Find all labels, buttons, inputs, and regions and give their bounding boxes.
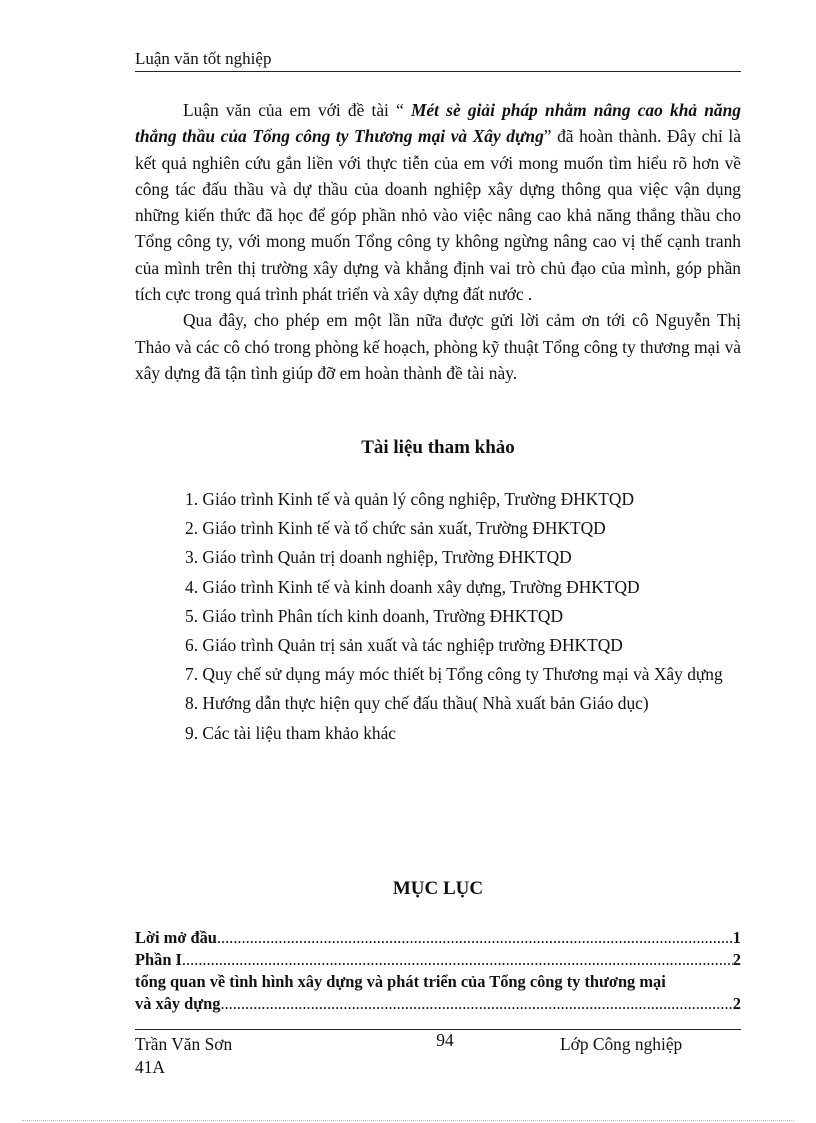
reference-item: 2. Giáo trình Kinh tế và tổ chức sản xuất, Trường ĐHKTQD bbox=[185, 518, 606, 539]
thesis-title: Mét sè giải pháp nhằm nâng cao khả năng thắng thầu của Tổng công ty Thương mại và Xây dựng bbox=[135, 100, 741, 147]
reference-item: 3. Giáo trình Quản trị doanh nghiệp, Trường ĐHKTQD bbox=[185, 547, 572, 568]
toc-entry-page: 1 bbox=[732, 928, 741, 947]
toc-leader bbox=[182, 949, 733, 971]
page-edge-divider bbox=[22, 1120, 794, 1121]
paragraph-conclusion bbox=[135, 97, 741, 307]
reference-item: 1. Giáo trình Kinh tế và quản lý công nghiệp, Trường ĐHKTQD bbox=[185, 489, 634, 509]
running-header bbox=[135, 48, 741, 72]
reference-item: 4. Giáo trình Kinh tế và kinh doanh xây dựng, Trường ĐHKTQD bbox=[185, 576, 640, 597]
toc-entry-overview[interactable] bbox=[135, 993, 741, 1015]
references-heading: Tài liệu tham khảo bbox=[361, 437, 515, 458]
toc-leader bbox=[217, 927, 733, 949]
footer-class-code: 41A bbox=[135, 1057, 165, 1077]
footer-author: Trần Văn Sơn bbox=[135, 1034, 233, 1054]
toc-heading: MỤC LỤC bbox=[392, 878, 484, 899]
paragraph-conclusion-rest: ” đã hoàn thành. Đây chỉ là kết quả nghiên cứu gắn liền với thực tiễn của em với mong muốn tìm hiểu rõ hơn về công tác đấu thầu và dự thầu của doanh nghiệp xây dựng thông qua việc vận dụng những kiến thức đã học để góp phần nhỏ vào việc nâng cao khả năng thắng thầu cho Tổng công ty, với mong muốn Tổng công ty không ngừng nâng cao vị thế cạnh tranh của mình trên thị trường xây dựng và khẳng định vai trò chủ đạo của mình, góp phần tích cực trong quá trình phát triển và xây dựng đất nước . bbox=[135, 126, 741, 305]
toc-entry-part-1[interactable] bbox=[135, 949, 741, 971]
footer-author-block bbox=[135, 1033, 265, 1079]
toc-entry-label: Phần I bbox=[135, 950, 182, 969]
reference-item: 5. Giáo trình Phân tích kinh doanh, Trường ĐHKTQD bbox=[185, 605, 564, 626]
toc-entry-intro[interactable] bbox=[135, 927, 741, 949]
toc-entry-label: và xây dựng bbox=[135, 994, 221, 1013]
toc-entry-page: 2 bbox=[732, 994, 741, 1013]
toc-leader bbox=[220, 993, 732, 1015]
reference-item: 7. Quy chế sử dụng máy móc thiết bị Tổng công ty Thương mại và Xây dựng bbox=[185, 664, 723, 685]
references-list bbox=[185, 485, 741, 748]
header-title: Luận văn tốt nghiệp bbox=[135, 49, 272, 68]
toc-entry-overview-line1[interactable]: tổng quan về tình hình xây dựng và phát triển của Tổng công ty thương mại bbox=[135, 972, 666, 991]
paragraph-thanks: Qua đây, cho phép em một lần nữa được gửi lời cảm ơn tới cô Nguyễn Thị Thảo và các cô chó trong phòng kế hoạch, phòng kỹ thuật Tổng công ty thương mại và xây dựng đã tận tình giúp đỡ em hoàn thành đề tài này. bbox=[135, 310, 741, 383]
table-of-contents bbox=[135, 927, 741, 1015]
reference-item: 6. Giáo trình Quản trị sản xuất và tác nghiệp trường ĐHKTQD bbox=[185, 635, 623, 656]
toc-entry-label: Lời mở đầu bbox=[135, 928, 217, 947]
footer-class-name: Lớp Công nghiệp bbox=[560, 1034, 683, 1054]
toc-entry-page: 2 bbox=[732, 950, 741, 969]
reference-item: 8. Hướng dẫn thực hiện quy chế đấu thầu( Nhà xuất bản Giáo dục) bbox=[185, 693, 649, 714]
body-text bbox=[135, 97, 741, 386]
page-number: 94 bbox=[436, 1030, 454, 1050]
reference-item: 9. Các tài liệu tham khảo khác bbox=[185, 722, 397, 743]
paragraph-conclusion-start: Luận văn của em với đề tài “ bbox=[183, 100, 411, 120]
